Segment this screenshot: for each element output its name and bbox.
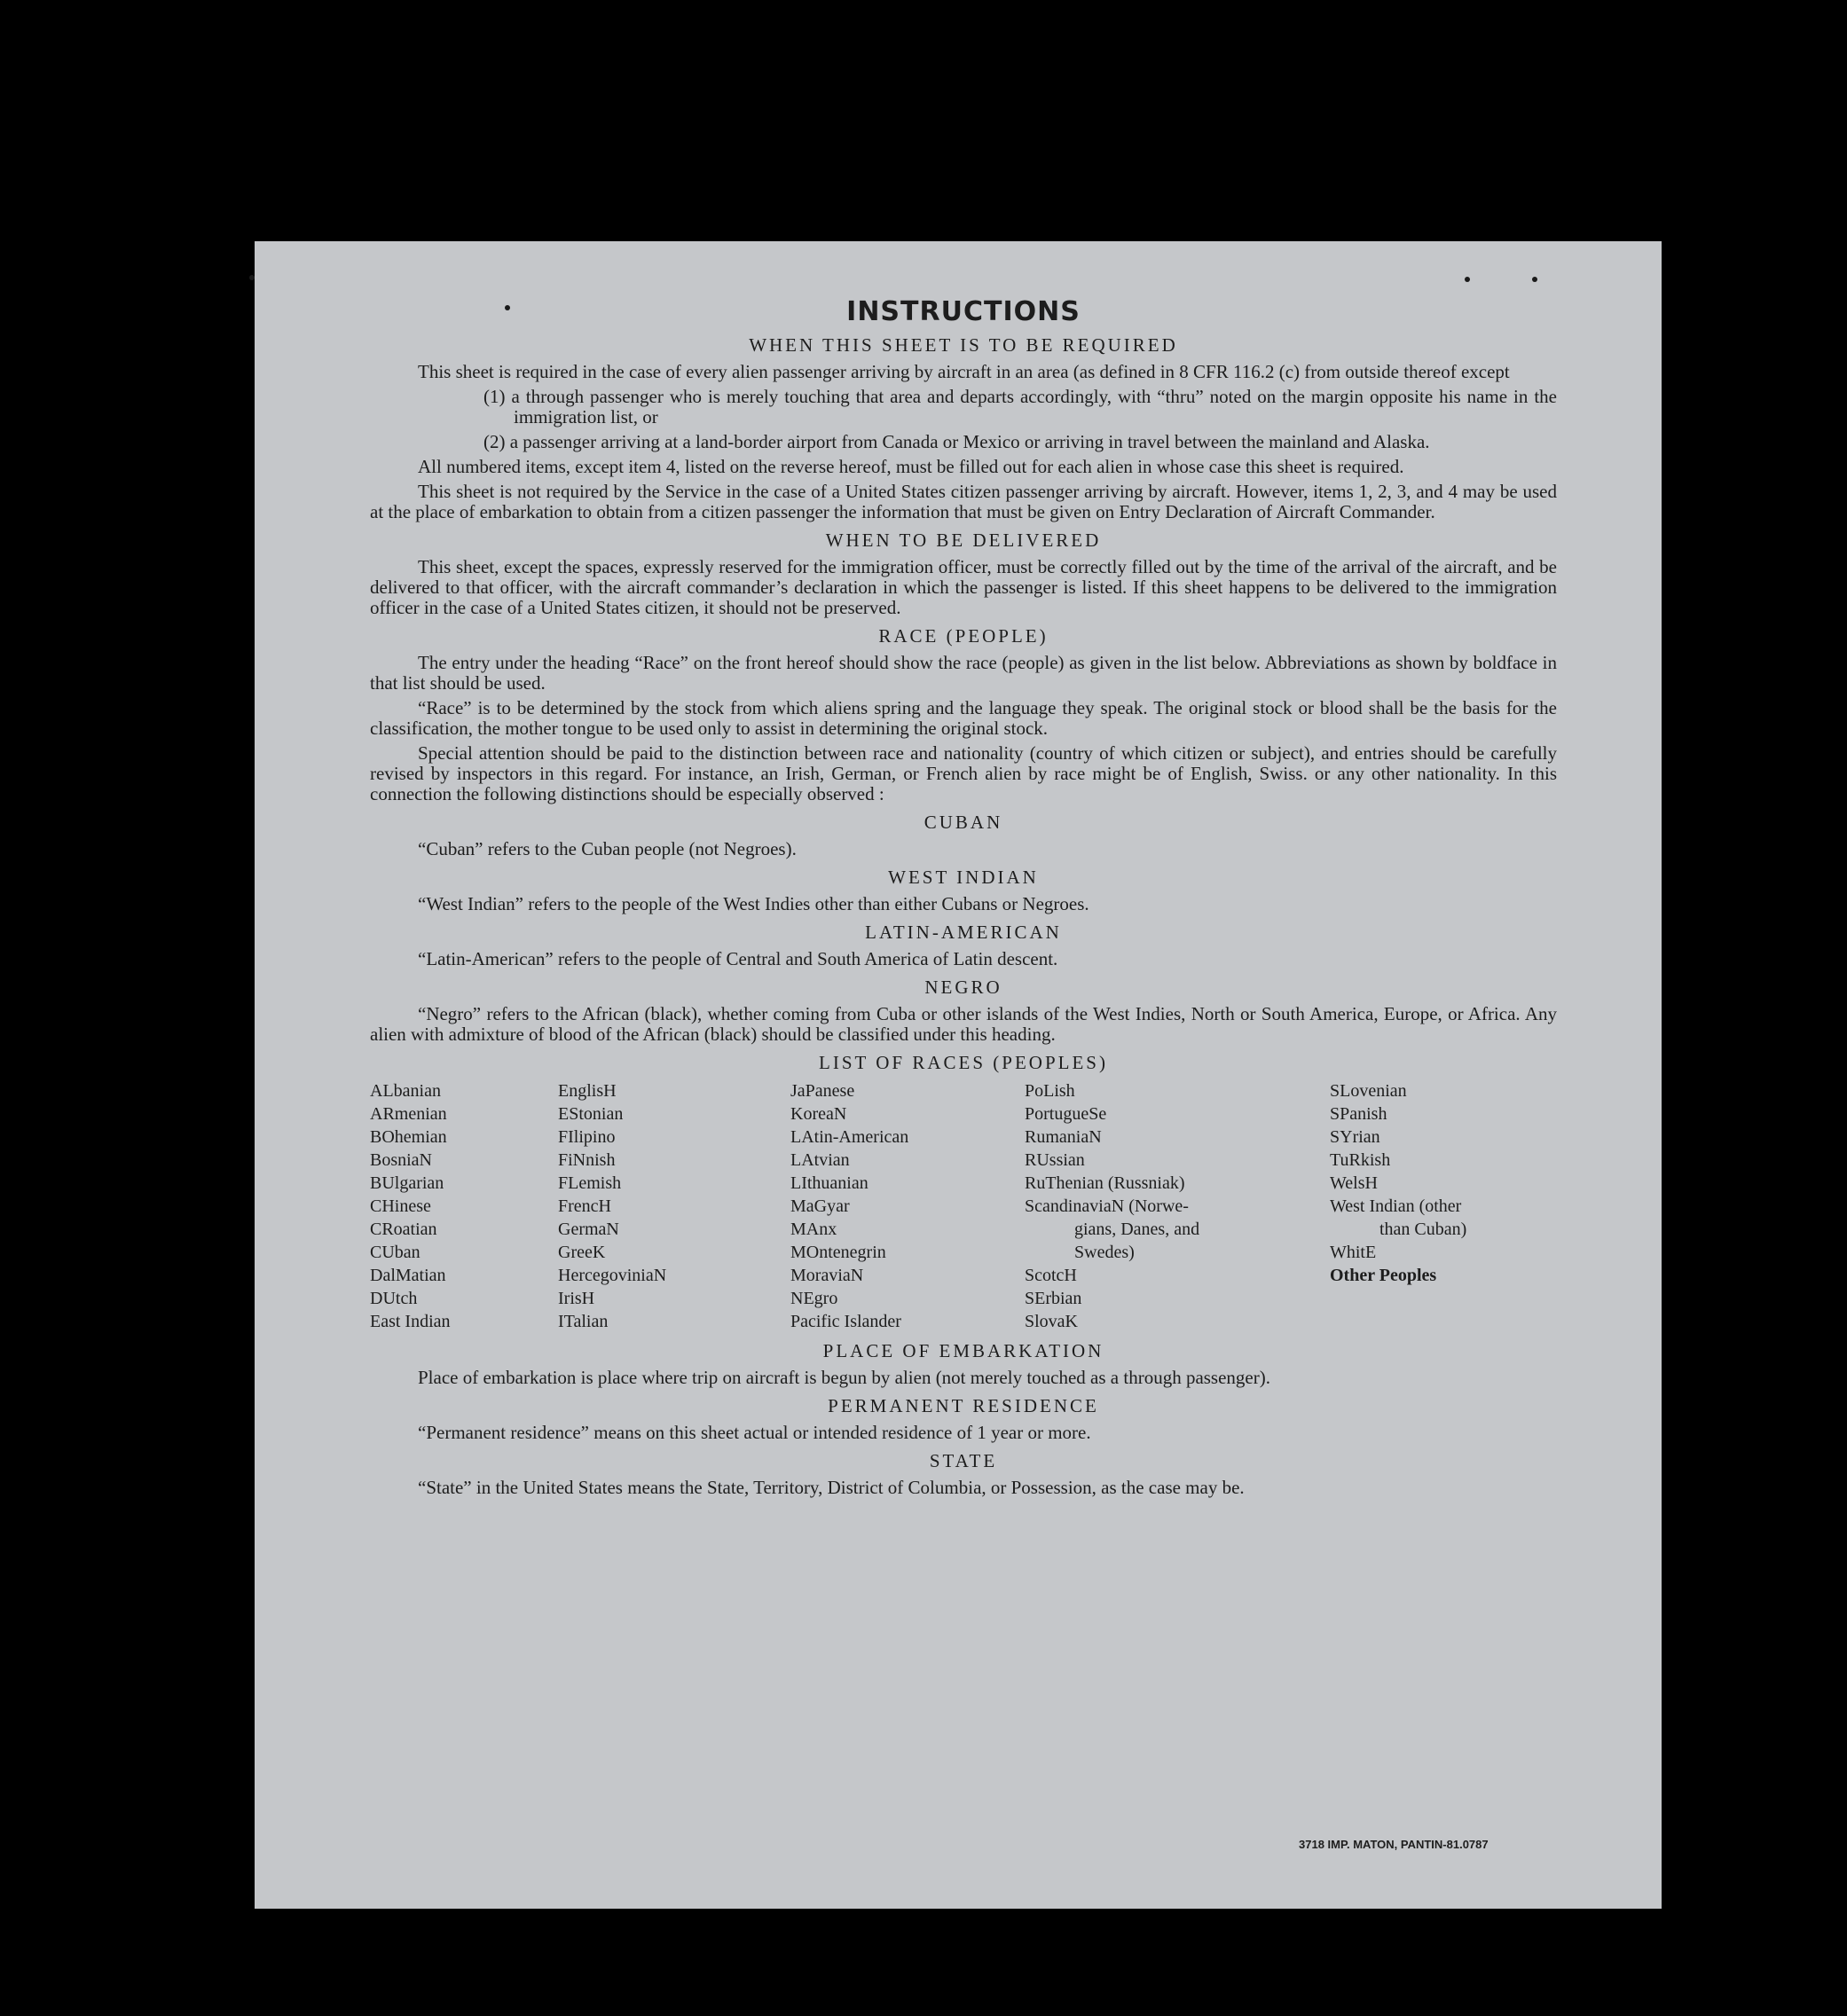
race-item: WhitE <box>1330 1243 1377 1262</box>
paragraph: “West Indian” refers to the people of the West Indies other than either Cubans or Negroes. <box>418 893 1089 914</box>
race-item: DUtch <box>370 1289 418 1308</box>
race-item: RuThenian (Russniak) <box>1025 1173 1185 1193</box>
race-item: FIlipino <box>558 1127 616 1147</box>
paragraph: “Race” is to be determined by the stock from which aliens spring and the language they speak. The original stock or blood shall be the basis for the classification, the mother tongue to be used only to assist in determining the original stock. <box>370 697 1557 739</box>
race-item: FrencH <box>558 1196 611 1216</box>
paragraph: “Cuban” refers to the Cuban people (not Negroes). <box>418 838 797 859</box>
paragraph: The entry under the heading “Race” on the front hereof should show the race (people) as given in the list below. Abbreviations as shown by boldface in that list should be used. <box>370 652 1557 694</box>
section-heading-state: STATE <box>929 1450 998 1471</box>
paragraph: This sheet, except the spaces, expressly reserved for the immigration officer, must be correctly filled out by the time of the arrival of the aircraft, and be delivered to that officer, with the aircraft commander’s declaration in which the passenger is listed. If this sheet happens to be delivered to the immigration officer in the case of a United States citizen, it should not be preserved. <box>370 556 1557 618</box>
races-column-4 <box>1025 1079 1330 1333</box>
race-item: LAtvian <box>790 1150 850 1170</box>
race-item: SYrian <box>1330 1127 1380 1147</box>
paragraph: This sheet is not required by the Service in the case of a United States citizen passenger arriving by aircraft. However, items 1, 2, 3, and 4 may be used at the place of embarkation to obtain from a citizen passenger the information that must be given on Entry Declaration of Aircraft Commander. <box>370 481 1557 522</box>
paragraph: “State” in the United States means the State, Territory, District of Columbia, or Possession, as the case may be. <box>418 1477 1245 1498</box>
race-item: FiNnish <box>558 1150 616 1170</box>
race-item: SErbian <box>1025 1289 1082 1308</box>
section-heading-cuban: CUBAN <box>924 812 1003 833</box>
list-item: (1) a through passenger who is merely touching that area and departs accordingly, with “thru” noted on the margin opposite his name in the immigration list, or <box>483 386 1557 428</box>
race-item: EStonian <box>558 1104 624 1124</box>
section-heading-latin-american: LATIN-AMERICAN <box>865 922 1062 943</box>
section-heading-negro: NEGRO <box>924 977 1002 998</box>
races-column-5 <box>1330 1079 1543 1333</box>
race-item: than Cuban) <box>1379 1220 1467 1239</box>
races-column-2 <box>558 1079 790 1333</box>
races-column-3 <box>790 1079 1025 1333</box>
race-item: JaPanese <box>790 1081 855 1101</box>
race-item: CRoatian <box>370 1220 437 1239</box>
race-item: SPanish <box>1330 1104 1387 1124</box>
race-item: MoraviaN <box>790 1266 864 1285</box>
race-item: RUssian <box>1025 1150 1085 1170</box>
race-item: East Indian <box>370 1312 451 1331</box>
race-item: HercegoviniaN <box>558 1266 667 1285</box>
race-item: IrisH <box>558 1289 595 1308</box>
race-item: ScotcH <box>1025 1266 1077 1285</box>
race-item: PoLish <box>1025 1081 1075 1101</box>
race-item: GermaN <box>558 1220 619 1239</box>
race-item: CUban <box>370 1243 420 1262</box>
race-item: LIthuanian <box>790 1173 868 1193</box>
race-item: gians, Danes, and <box>1074 1220 1200 1239</box>
race-item: CHinese <box>370 1196 431 1216</box>
race-item: NEgro <box>790 1289 838 1308</box>
race-item: FLemish <box>558 1173 622 1193</box>
section-heading-race: RACE (PEOPLE) <box>878 625 1049 647</box>
paragraph: Special attention should be paid to the distinction between race and nationality (country of which citizen or subject), and entries should be carefully revised by inspectors in this regard. For instance, an Irish, German, or French alien by race might be of English, Swiss. or any other nationality. In this connection the following distinctions should be especially observed : <box>370 742 1557 804</box>
paragraph: This sheet is required in the case of every alien passenger arriving by aircraft in an area (as defined in 8 CFR 116.2 (c) from outside thereof except <box>418 361 1510 382</box>
race-item: WelsH <box>1330 1173 1378 1193</box>
race-item: ALbanian <box>370 1081 441 1101</box>
instruction-sheet <box>255 241 1662 1909</box>
race-item: DalMatian <box>370 1266 446 1285</box>
section-heading-embarkation: PLACE OF EMBARKATION <box>822 1340 1104 1361</box>
race-item: Pacific Islander <box>790 1312 901 1331</box>
race-item: SLovenian <box>1330 1081 1407 1101</box>
race-item: RumaniaN <box>1025 1127 1102 1147</box>
race-item: BUlgarian <box>370 1173 444 1193</box>
race-item: MAnx <box>790 1220 837 1239</box>
paragraph: “Permanent residence” means on this sheet actual or intended residence of 1 year or more. <box>418 1422 1091 1443</box>
race-item: Swedes) <box>1074 1243 1135 1262</box>
race-item: PortugueSe <box>1025 1104 1107 1124</box>
race-item: GreeK <box>558 1243 606 1262</box>
race-item: KoreaN <box>790 1104 847 1124</box>
page-title: INSTRUCTIONS <box>846 296 1081 327</box>
race-item: Other Peoples <box>1330 1266 1437 1285</box>
race-item: TuRkish <box>1330 1150 1391 1170</box>
paragraph: “Negro” refers to the African (black), whether coming from Cuba or other islands of the West Indies, North or South America, Europe, or Africa. Any alien with admixture of blood of the African (black) should be classified under this heading. <box>370 1003 1557 1045</box>
races-column-1 <box>370 1079 558 1333</box>
paragraph: All numbered items, except item 4, listed on the reverse hereof, must be filled out for each alien in whose case this sheet is required. <box>418 456 1404 477</box>
race-item: West Indian (other <box>1330 1196 1462 1216</box>
paragraph: “Latin-American” refers to the people of Central and South America of Latin descent. <box>418 948 1058 969</box>
race-item: SlovaK <box>1025 1312 1078 1331</box>
race-item: ScandinaviaN (Norwe- <box>1025 1196 1189 1216</box>
printer-mark: 3718 IMP. MATON, PANTIN-81.0787 <box>1299 1838 1489 1851</box>
race-item: EnglisH <box>558 1081 617 1101</box>
section-heading-delivered: WHEN TO BE DELIVERED <box>825 529 1102 551</box>
race-item: BOhemian <box>370 1127 447 1147</box>
race-item: MaGyar <box>790 1196 850 1216</box>
race-item: ITalian <box>558 1312 609 1331</box>
race-item: MOntenegrin <box>790 1243 886 1262</box>
race-item: LAtin-American <box>790 1127 909 1147</box>
section-heading-permanent-residence: PERMANENT RESIDENCE <box>828 1395 1099 1416</box>
list-item: (2) a passenger arriving at a land-border airport from Canada or Mexico or arriving in travel between the mainland and Alaska. <box>483 431 1430 452</box>
paragraph: Place of embarkation is place where trip on aircraft is begun by alien (not merely touched as a through passenger). <box>418 1367 1270 1388</box>
section-heading-list-of-races: LIST OF RACES (PEOPLES) <box>819 1052 1108 1073</box>
races-list <box>370 1079 1557 1333</box>
race-item: ARmenian <box>370 1104 447 1124</box>
race-item: BosniaN <box>370 1150 432 1170</box>
section-heading-west-indian: WEST INDIAN <box>888 867 1039 888</box>
section-heading-required: WHEN THIS SHEET IS TO BE REQUIRED <box>749 334 1178 356</box>
